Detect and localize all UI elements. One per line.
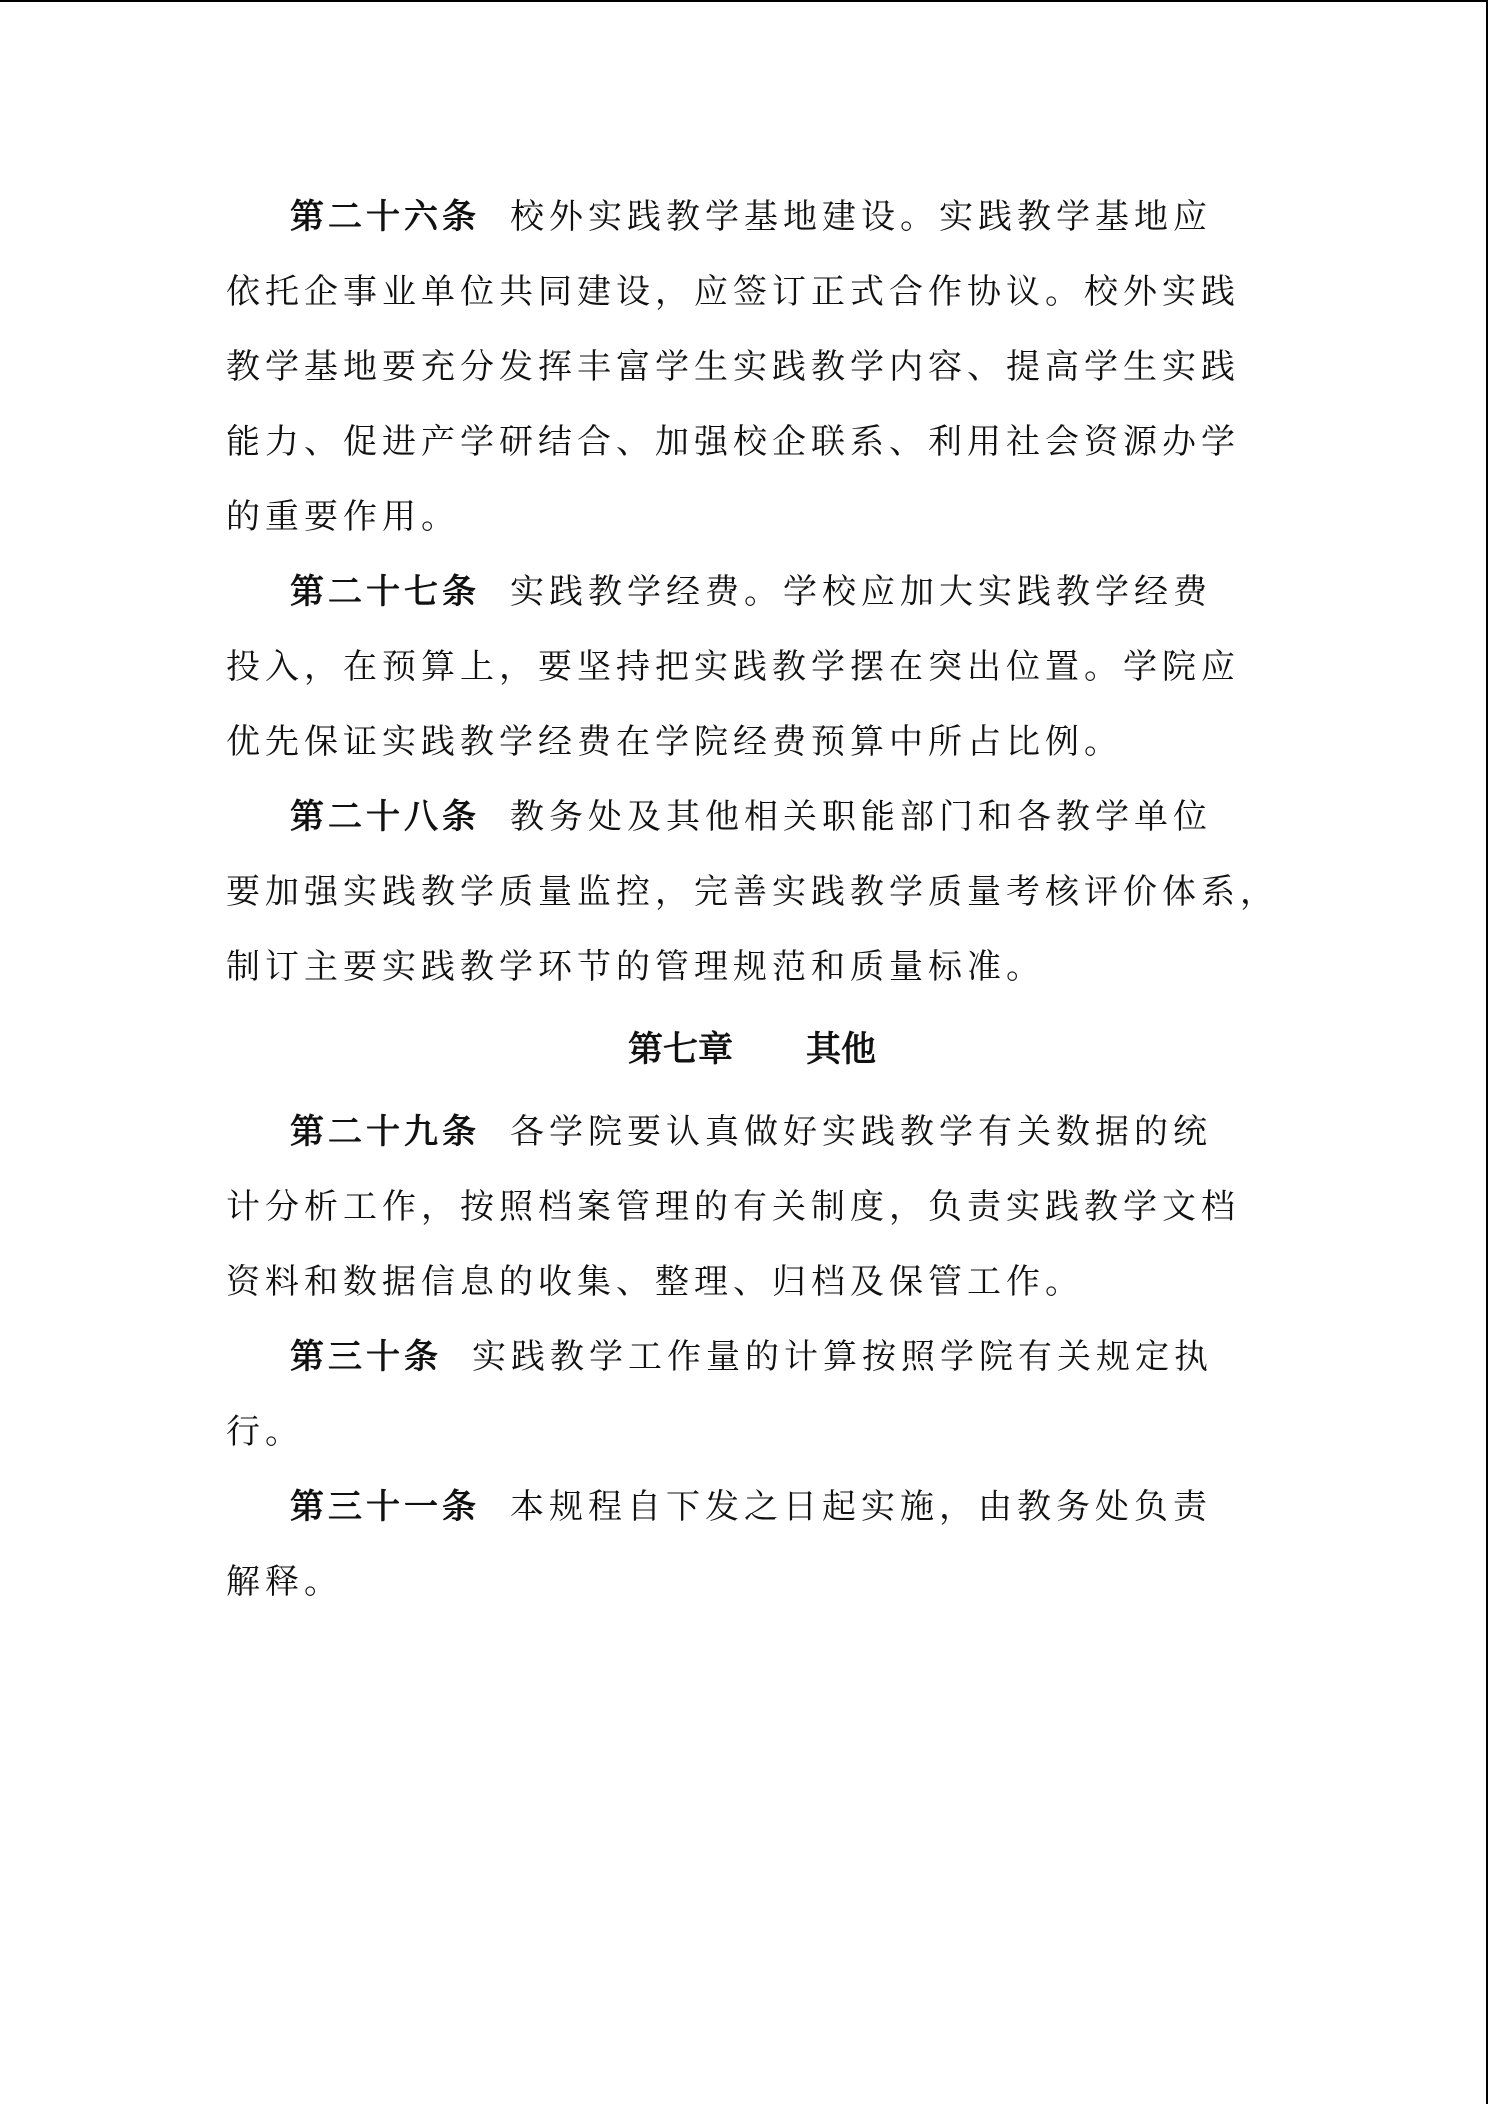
article-31-number: 第三十一条 bbox=[290, 1487, 480, 1527]
article-29-line-2: 计分析工作，按照档案管理的有关制度，负责实践教学文档 bbox=[226, 1187, 1240, 1227]
article-29-text-1: 各学院要认真做好实践教学有关数据的统 bbox=[510, 1112, 1212, 1152]
article-26-number: 第二十六条 bbox=[290, 197, 480, 237]
article-31-line-1 bbox=[290, 1482, 1212, 1532]
article-30-line-2: 行。 bbox=[226, 1412, 304, 1452]
article-28-line-1 bbox=[290, 792, 1212, 842]
article-29-line-1 bbox=[290, 1107, 1212, 1157]
article-26-line-3: 教学基地要充分发挥丰富学生实践教学内容、提高学生实践 bbox=[226, 347, 1240, 387]
article-26-text-1: 校外实践教学基地建设。实践教学基地应 bbox=[510, 197, 1212, 237]
article-30-line-1 bbox=[290, 1332, 1213, 1382]
article-26-line-2: 依托企事业单位共同建设，应签订正式合作协议。校外实践 bbox=[226, 272, 1240, 312]
article-30-number: 第三十条 bbox=[290, 1337, 442, 1377]
article-28-text-1: 教务处及其他相关职能部门和各教学单位 bbox=[510, 797, 1212, 837]
article-27-line-2: 投入，在预算上，要坚持把实践教学摆在突出位置。学院应 bbox=[226, 647, 1240, 687]
article-26-line-5: 的重要作用。 bbox=[226, 497, 460, 537]
article-31-text-1: 本规程自下发之日起实施，由教务处负责 bbox=[510, 1487, 1212, 1527]
article-28-line-2: 要加强实践教学质量监控，完善实践教学质量考核评价体系， bbox=[226, 872, 1279, 912]
article-30-text-1: 实践教学工作量的计算按照学院有关规定执 bbox=[472, 1337, 1213, 1377]
article-29-number: 第二十九条 bbox=[290, 1112, 480, 1152]
chapter-heading: 第七章 其他 bbox=[627, 1030, 877, 1070]
article-26-line-1 bbox=[290, 192, 1212, 242]
article-27-text-1: 实践教学经费。学校应加大实践教学经费 bbox=[510, 572, 1212, 612]
article-28-number: 第二十八条 bbox=[290, 797, 480, 837]
article-27-line-3: 优先保证实践教学经费在学院经费预算中所占比例。 bbox=[226, 722, 1123, 762]
article-27-number: 第二十七条 bbox=[290, 572, 480, 612]
article-27-line-1 bbox=[290, 567, 1212, 617]
article-29-line-3: 资料和数据信息的收集、整理、归档及保管工作。 bbox=[226, 1262, 1084, 1302]
article-26-line-4: 能力、促进产学研结合、加强校企联系、利用社会资源办学 bbox=[226, 422, 1240, 462]
article-28-line-3: 制订主要实践教学环节的管理规范和质量标准。 bbox=[226, 947, 1045, 987]
article-31-line-2: 解释。 bbox=[226, 1562, 343, 1602]
